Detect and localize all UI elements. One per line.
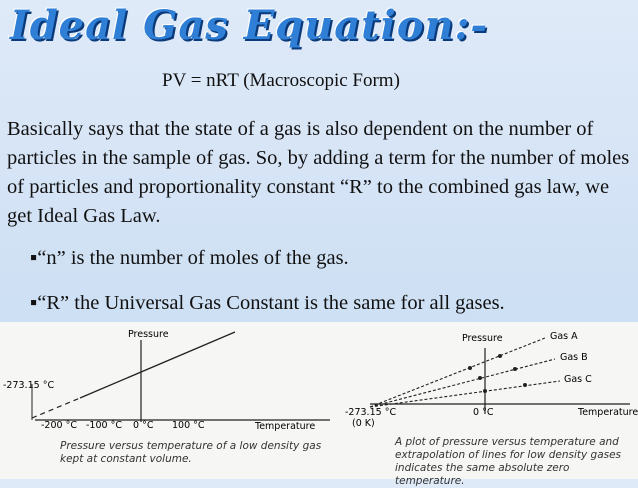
fig2-zero-k-label: (0 K) [352, 418, 375, 429]
fig2-caption: A plot of pressure versus temperature and extrapolation of lines for low density gases indicates the same absolute zero temperature. [395, 436, 622, 487]
fig2-tick: 0 °C [473, 407, 494, 418]
fig1-tick: 0 °C [133, 420, 154, 431]
slide-title: Ideal Gas Equation:- [10, 2, 488, 49]
fig2-point [478, 376, 482, 380]
bullet-text: “R” the Universal Gas Constant is the same for all gases. [37, 292, 505, 314]
bullet-marker-icon: ▪ [30, 247, 38, 269]
fig1-tick: -100 °C [86, 420, 122, 431]
fig2-series-label-b: Gas B [560, 352, 588, 363]
fig2-point [468, 366, 472, 370]
fig1-caption: Pressure versus temperature of a low density gas kept at constant volume. [60, 440, 322, 465]
bullet-marker-icon: ▪ [30, 292, 38, 314]
bullet-item-n [30, 247, 349, 270]
fig2-line-gas-b [370, 359, 555, 407]
fig1-measured-line [80, 332, 235, 398]
fig1-extrapolated-line [32, 398, 80, 418]
formula: PV = nRT (Macroscopic Form) [162, 70, 400, 91]
bullet-item-r [30, 292, 505, 315]
fig2-point [513, 367, 517, 371]
description-paragraph: Basically says that the state of a gas is also dependent on the number of particles in the sample of gas. So, by adding a term for the number of moles of particles and proportionality constant “R” to the combined gas law, we get Ideal Gas Law. [7, 118, 630, 227]
fig2-line-gas-c [370, 381, 560, 407]
fig2-series-label-a: Gas A [550, 331, 578, 342]
fig2-zero-label: -273.15 °C [345, 407, 397, 418]
fig1-zero-label: -273.15 °C [3, 380, 55, 391]
fig1-tick: 100 °C [172, 420, 205, 431]
fig2-series-label-c: Gas C [564, 374, 592, 385]
fig1-tick: -200 °C [41, 420, 77, 431]
figure-gas-comparison [345, 331, 638, 429]
fig1-ylabel: Pressure [128, 329, 169, 340]
fig2-point [483, 389, 487, 393]
fig2-point [523, 383, 527, 387]
fig2-point [498, 354, 502, 358]
fig2-line-gas-a [370, 338, 545, 407]
fig2-ylabel: Pressure [462, 333, 503, 344]
fig2-xlabel: Temperature [578, 407, 638, 418]
figure-constant-volume [3, 329, 330, 432]
fig1-xlabel: Temperature [255, 421, 316, 432]
bullet-text: “n” is the number of moles of the gas. [37, 247, 349, 269]
